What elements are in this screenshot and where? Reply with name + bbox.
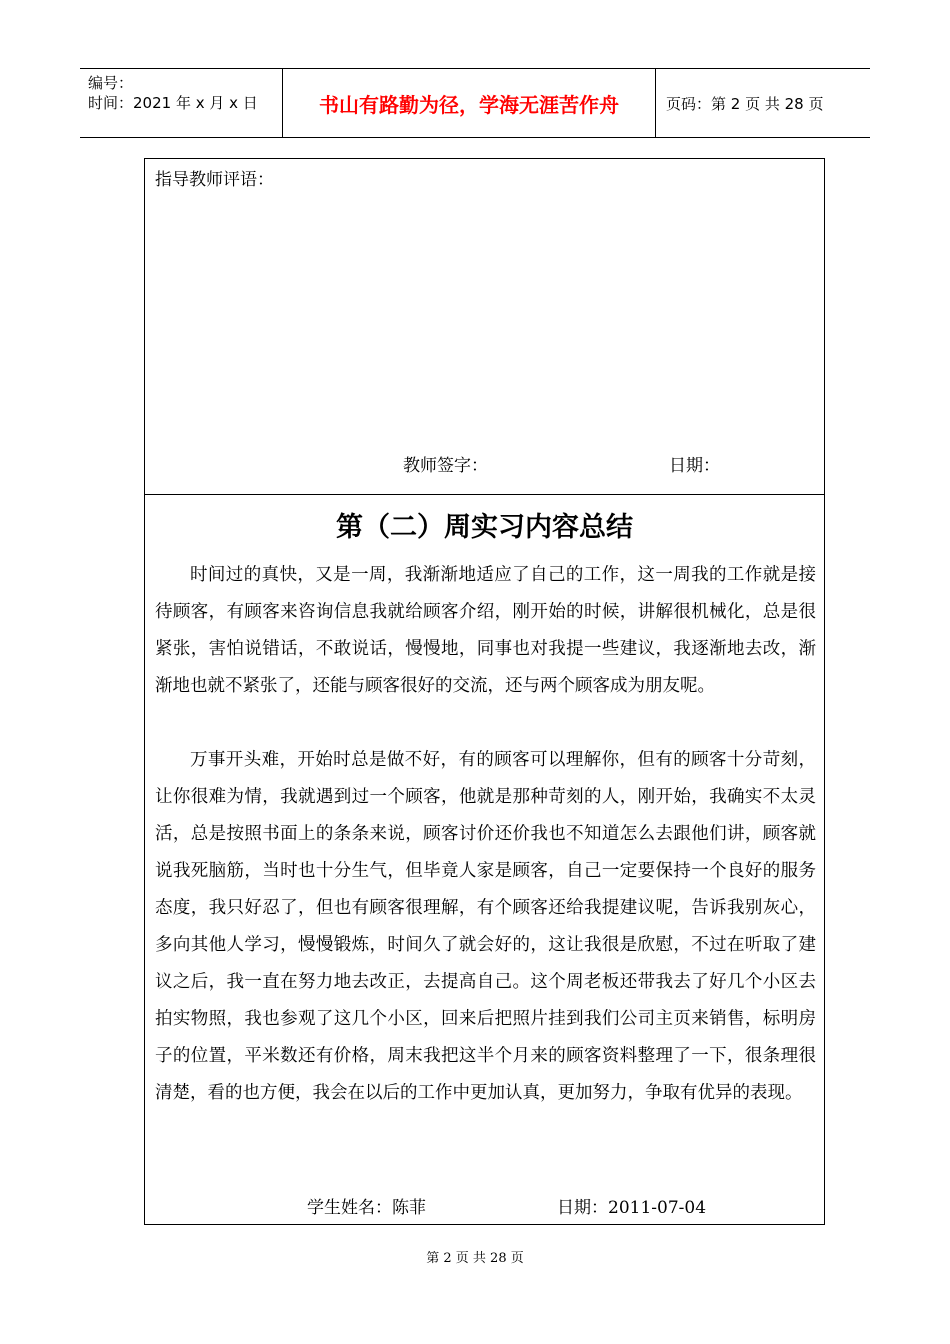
- teacher-comment-section: [145, 159, 824, 495]
- summary-paragraph-2: 万事开头难，开始时总是做不好，有的顾客可以理解你，但有的顾客十分苛刻，让你很难为情，我就遇到过一个顾客，他就是那种苛刻的人，刚开始，我确实不太灵活，总是按照书面上的条条来说，顾客讨价还价我也不知道怎么去跟他们讲，顾客就说我死脑筋，当时也十分生气，但毕竟人家是顾客，自己一定要保持一个良好的服务态度，我只好忍了，但也有顾客很理解，有个顾客还给我提建议呢，告诉我别灰心，多向其他人学习，慢慢锻炼，时间久了就会好的，这让我很是欣慰，不过在听取了建议之后，我一直在努力地去改正，去提高自己。这个周老板还带我去了好几个小区去拍实物照，我也参观了这几个小区，回来后把照片挂到我们公司主页来销售，标明房子的位置，平米数还有价格，周末我把这半个月来的顾客资料整理了一下，很条理很清楚，看的也方便，我会在以后的工作中更加认真，更加努力，争取有优异的表现。: [155, 750, 816, 1103]
- summary-title: 第（二）周实习内容总结: [336, 512, 633, 543]
- header-meta: [80, 69, 283, 137]
- teacher-signature-label: 教师签字：: [403, 456, 488, 476]
- teacher-comment-label: 指导教师评语：: [155, 170, 274, 190]
- code-label: 编号：: [88, 74, 134, 92]
- header-motto: 书山有路勤为径，学海无涯苦作舟: [283, 69, 656, 137]
- teacher-date-label: 日期：: [669, 456, 720, 476]
- page-header: [80, 68, 870, 138]
- summary-paragraph-1: 时间过的真快，又是一周，我渐渐地适应了自己的工作，这一周我的工作就是接待顾客，有顾客来咨询信息我就给顾客介绍，刚开始的时候，讲解很机械化，总是很紧张，害怕说错话，不敢说话，慢慢地，同事也对我提一些建议，我逐渐地去改，渐渐地也就不紧张了，还能与顾客很好的交流，还与两个顾客成为朋友呢。: [155, 565, 816, 696]
- time-label: 时间：2021 年 x 月 x 日: [88, 94, 258, 112]
- page-footer: 第 2 页 共 28 页: [426, 1251, 524, 1266]
- student-date: 日期：2011-07-04: [557, 1198, 707, 1218]
- report-form: [144, 158, 825, 1225]
- header-page-info: 页码：第 2 页 共 28 页: [666, 94, 824, 113]
- student-name: 学生姓名：陈菲: [307, 1198, 426, 1218]
